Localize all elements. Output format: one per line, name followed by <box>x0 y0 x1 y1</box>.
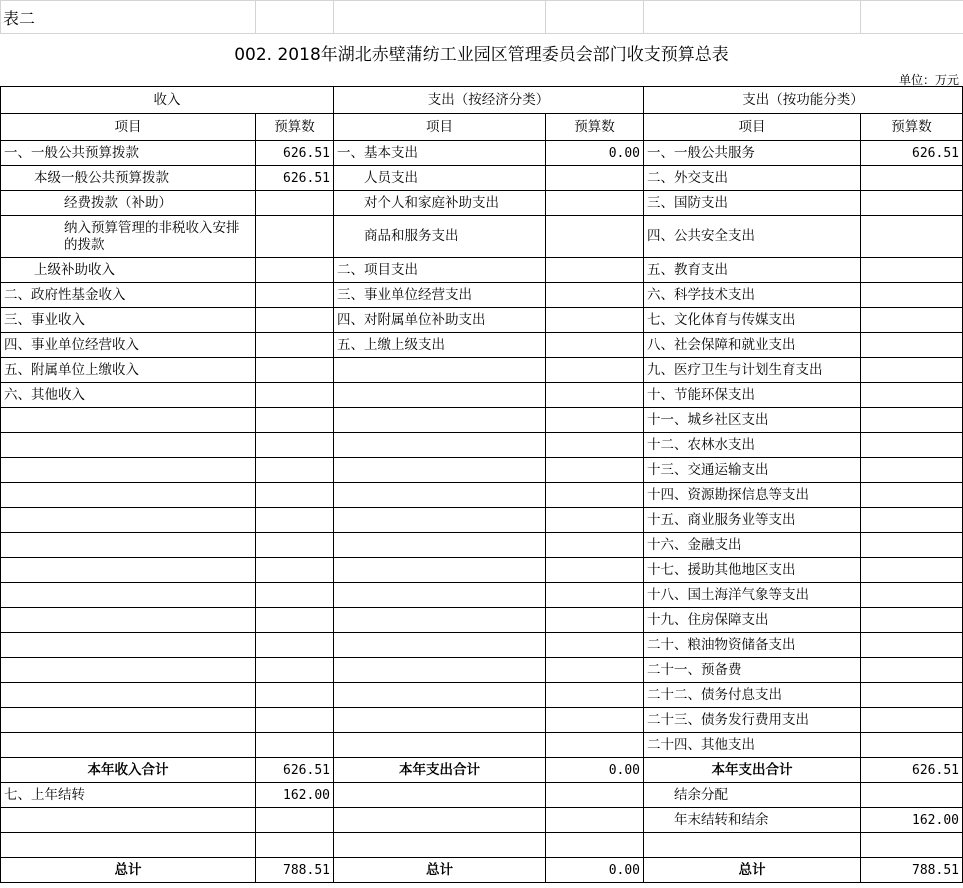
econ-amount-cell <box>546 683 644 708</box>
empty-cell <box>861 783 963 808</box>
income-item-cell <box>1 458 256 483</box>
econ-item-cell: 二、项目支出 <box>334 258 546 283</box>
income-amount-cell <box>256 558 334 583</box>
econ-amount-cell: 0.00 <box>546 141 644 166</box>
income-item-cell <box>1 608 256 633</box>
func-amount-cell <box>861 608 963 633</box>
income-item-cell <box>1 633 256 658</box>
func-grand-total-label: 总计 <box>644 858 861 883</box>
func-item-cell: 二十、粮油物资储备支出 <box>644 633 861 658</box>
func-item-cell: 五、教育支出 <box>644 258 861 283</box>
econ-item-cell <box>334 683 546 708</box>
econ-amount-cell <box>546 333 644 358</box>
income-amount-cell: 626.51 <box>256 166 334 191</box>
table-row <box>1 308 963 333</box>
table-row <box>1 483 963 508</box>
func-item-header: 项目 <box>644 114 861 141</box>
income-item-cell: 六、其他收入 <box>1 383 256 408</box>
func-item-cell: 九、医疗卫生与计划生育支出 <box>644 358 861 383</box>
page-title: 002. 2018年湖北赤壁蒲纺工业园区管理委员会部门收支预算总表 <box>234 45 729 65</box>
func-grand-total-value: 788.51 <box>861 858 963 883</box>
income-amount-cell <box>256 358 334 383</box>
func-amount-cell <box>861 308 963 333</box>
income-amount-cell <box>256 458 334 483</box>
empty-cell <box>546 808 644 833</box>
func-total-value: 626.51 <box>861 758 963 783</box>
income-amount-cell <box>256 583 334 608</box>
income-amount-cell <box>256 408 334 433</box>
income-amount-cell: 626.51 <box>256 141 334 166</box>
econ-item-header: 项目 <box>334 114 546 141</box>
income-item-cell <box>1 708 256 733</box>
income-amount-cell <box>256 308 334 333</box>
func-item-cell: 二十三、债务发行费用支出 <box>644 708 861 733</box>
table-row <box>1 358 963 383</box>
econ-item-cell <box>334 658 546 683</box>
econ-amount-cell <box>546 483 644 508</box>
func-amount-cell <box>861 333 963 358</box>
income-amount-cell <box>256 633 334 658</box>
econ-amount-cell <box>546 191 644 216</box>
econ-amount-cell <box>546 458 644 483</box>
sheet-tag: 表二 <box>3 9 36 28</box>
empty-cell <box>1 808 256 833</box>
econ-amount-cell <box>546 533 644 558</box>
econ-item-cell: 一、基本支出 <box>334 141 546 166</box>
income-item-cell: 纳入预算管理的非税收入安排的拨款 <box>1 216 256 258</box>
table-row <box>1 508 963 533</box>
econ-item-cell <box>334 558 546 583</box>
func-amount-cell <box>861 383 963 408</box>
func-amount-cell <box>861 433 963 458</box>
empty-cell <box>1 833 256 858</box>
empty-cell <box>546 783 644 808</box>
income-item-cell <box>1 733 256 758</box>
econ-amount-cell <box>546 558 644 583</box>
func-item-cell: 十二、农林水支出 <box>644 433 861 458</box>
income-item-cell <box>1 508 256 533</box>
func-item-cell: 一、一般公共服务 <box>644 141 861 166</box>
econ-amount-cell <box>546 708 644 733</box>
func-amount-cell <box>861 216 963 258</box>
table-row <box>1 191 963 216</box>
income-item-cell <box>1 658 256 683</box>
table-row <box>1 258 963 283</box>
table-row <box>1 658 963 683</box>
table-row <box>1 633 963 658</box>
func-total-label: 本年支出合计 <box>644 758 861 783</box>
income-amount-cell <box>256 683 334 708</box>
income-item-cell: 本级一般公共预算拨款 <box>1 166 256 191</box>
func-item-cell: 七、文化体育与传媒支出 <box>644 308 861 333</box>
column-header-row <box>1 114 963 141</box>
income-item-cell <box>1 558 256 583</box>
func-amount-cell <box>861 683 963 708</box>
econ-grand-total-label: 总计 <box>334 858 546 883</box>
econ-total-value: 0.00 <box>546 758 644 783</box>
econ-total-label: 本年支出合计 <box>334 758 546 783</box>
func-item-cell: 六、科学技术支出 <box>644 283 861 308</box>
func-amount-cell <box>861 408 963 433</box>
econ-item-cell <box>334 433 546 458</box>
func-item-cell: 二、外交支出 <box>644 166 861 191</box>
income-item-cell: 五、附属单位上缴收入 <box>1 358 256 383</box>
empty-cell <box>256 833 334 858</box>
table-row <box>1 608 963 633</box>
func-amount-cell <box>861 483 963 508</box>
econ-amount-cell <box>546 508 644 533</box>
func-item-cell: 二十二、债务付息支出 <box>644 683 861 708</box>
income-item-cell <box>1 583 256 608</box>
table-row <box>1 408 963 433</box>
unit-label: 单位：万元 <box>898 73 959 87</box>
econ-grand-total-value: 0.00 <box>546 858 644 883</box>
spacer-row <box>1 833 963 858</box>
econ-item-cell <box>334 708 546 733</box>
econ-item-cell <box>334 508 546 533</box>
income-amount-cell <box>256 658 334 683</box>
income-total-value: 626.51 <box>256 758 334 783</box>
func-amount-cell <box>861 508 963 533</box>
income-amount-cell <box>256 733 334 758</box>
year-end-row <box>1 808 963 833</box>
func-amount-cell <box>861 733 963 758</box>
econ-item-cell: 四、对附属单位补助支出 <box>334 308 546 333</box>
table-row <box>1 216 963 258</box>
income-amount-cell <box>256 258 334 283</box>
income-grand-total-label: 总计 <box>1 858 256 883</box>
income-grand-total-value: 788.51 <box>256 858 334 883</box>
econ-item-cell <box>334 408 546 433</box>
econ-item-cell <box>334 633 546 658</box>
income-item-cell: 二、政府性基金收入 <box>1 283 256 308</box>
func-item-cell: 十五、商业服务业等支出 <box>644 508 861 533</box>
func-amount-cell <box>861 258 963 283</box>
econ-item-cell <box>334 383 546 408</box>
carry-over-value: 162.00 <box>256 783 334 808</box>
func-item-cell: 二十四、其他支出 <box>644 733 861 758</box>
table-row <box>1 283 963 308</box>
carry-over-label: 七、上年结转 <box>1 783 256 808</box>
econ-amount-cell <box>546 633 644 658</box>
year-total-row <box>1 758 963 783</box>
year-end-balance-label: 年末结转和结余 <box>644 808 861 833</box>
func-item-cell: 八、社会保障和就业支出 <box>644 333 861 358</box>
expense-econ-group-header: 支出（按经济分类） <box>334 87 644 114</box>
income-item-cell <box>1 483 256 508</box>
func-amount-cell <box>861 583 963 608</box>
budget-summary-table <box>0 86 963 883</box>
income-item-cell: 四、事业单位经营收入 <box>1 333 256 358</box>
table-row <box>1 583 963 608</box>
econ-amount-cell <box>546 658 644 683</box>
econ-amount-cell <box>546 308 644 333</box>
income-item-cell <box>1 683 256 708</box>
sheet-top-gridlines <box>0 0 963 34</box>
table-row <box>1 458 963 483</box>
func-item-cell: 十一、城乡社区支出 <box>644 408 861 433</box>
income-item-cell <box>1 408 256 433</box>
econ-item-cell <box>334 358 546 383</box>
func-item-cell: 三、国防支出 <box>644 191 861 216</box>
income-item-header: 项目 <box>1 114 256 141</box>
income-item-cell <box>1 533 256 558</box>
econ-amount-cell <box>546 608 644 633</box>
income-amount-cell <box>256 383 334 408</box>
func-amount-cell <box>861 358 963 383</box>
empty-cell <box>546 833 644 858</box>
econ-item-cell <box>334 733 546 758</box>
func-amount-cell <box>861 708 963 733</box>
econ-item-cell <box>334 483 546 508</box>
func-amount-cell <box>861 191 963 216</box>
income-amount-header: 预算数 <box>256 114 334 141</box>
func-item-cell: 十四、资源勘探信息等支出 <box>644 483 861 508</box>
group-header-row <box>1 87 963 114</box>
empty-cell <box>334 808 546 833</box>
income-item-cell: 一、一般公共预算拨款 <box>1 141 256 166</box>
econ-amount-cell <box>546 408 644 433</box>
table-row <box>1 733 963 758</box>
func-item-cell: 十三、交通运输支出 <box>644 458 861 483</box>
econ-amount-cell <box>546 583 644 608</box>
income-amount-cell <box>256 608 334 633</box>
income-amount-cell <box>256 533 334 558</box>
econ-item-cell: 人员支出 <box>334 166 546 191</box>
income-amount-cell <box>256 483 334 508</box>
table-row <box>1 166 963 191</box>
econ-item-cell: 三、事业单位经营支出 <box>334 283 546 308</box>
income-group-header: 收入 <box>1 87 334 114</box>
econ-amount-cell <box>546 258 644 283</box>
func-amount-cell <box>861 558 963 583</box>
income-amount-cell <box>256 283 334 308</box>
income-amount-cell <box>256 433 334 458</box>
func-amount-cell <box>861 533 963 558</box>
income-item-cell <box>1 433 256 458</box>
econ-item-cell <box>334 583 546 608</box>
carry-over-row <box>1 783 963 808</box>
func-item-cell: 二十一、预备费 <box>644 658 861 683</box>
func-item-cell: 十六、金融支出 <box>644 533 861 558</box>
func-item-cell: 四、公共安全支出 <box>644 216 861 258</box>
surplus-distribution-label: 结余分配 <box>644 783 861 808</box>
empty-cell <box>334 783 546 808</box>
func-amount-cell <box>861 166 963 191</box>
econ-item-cell: 商品和服务支出 <box>334 216 546 258</box>
table-row <box>1 533 963 558</box>
table-row <box>1 433 963 458</box>
func-amount-cell <box>861 283 963 308</box>
table-row <box>1 708 963 733</box>
func-item-cell: 十九、住房保障支出 <box>644 608 861 633</box>
empty-cell <box>861 833 963 858</box>
income-amount-cell <box>256 333 334 358</box>
income-item-cell: 上级补助收入 <box>1 258 256 283</box>
econ-item-cell <box>334 608 546 633</box>
econ-amount-cell <box>546 358 644 383</box>
econ-amount-cell <box>546 216 644 258</box>
year-end-balance-value: 162.00 <box>861 808 963 833</box>
func-amount-cell <box>861 658 963 683</box>
func-item-cell: 十七、援助其他地区支出 <box>644 558 861 583</box>
func-amount-header: 预算数 <box>861 114 963 141</box>
table-row <box>1 683 963 708</box>
income-amount-cell <box>256 191 334 216</box>
income-total-label: 本年收入合计 <box>1 758 256 783</box>
expense-func-group-header: 支出（按功能分类） <box>644 87 963 114</box>
empty-cell <box>644 833 861 858</box>
table-row <box>1 558 963 583</box>
econ-item-cell: 对个人和家庭补助支出 <box>334 191 546 216</box>
econ-amount-cell <box>546 383 644 408</box>
income-amount-cell <box>256 708 334 733</box>
empty-cell <box>334 833 546 858</box>
income-item-cell: 三、事业收入 <box>1 308 256 333</box>
econ-amount-header: 预算数 <box>546 114 644 141</box>
econ-amount-cell <box>546 283 644 308</box>
table-row <box>1 141 963 166</box>
econ-item-cell <box>334 458 546 483</box>
income-item-cell: 经费拨款（补助） <box>1 191 256 216</box>
income-amount-cell <box>256 216 334 258</box>
func-item-cell: 十、节能环保支出 <box>644 383 861 408</box>
table-row <box>1 383 963 408</box>
func-item-cell: 十八、国土海洋气象等支出 <box>644 583 861 608</box>
income-amount-cell <box>256 508 334 533</box>
grand-total-row <box>1 858 963 883</box>
func-amount-cell <box>861 633 963 658</box>
econ-item-cell <box>334 533 546 558</box>
econ-amount-cell <box>546 166 644 191</box>
table-row <box>1 333 963 358</box>
func-amount-cell: 626.51 <box>861 141 963 166</box>
empty-cell <box>256 808 334 833</box>
econ-item-cell: 五、上缴上级支出 <box>334 333 546 358</box>
econ-amount-cell <box>546 433 644 458</box>
econ-amount-cell <box>546 733 644 758</box>
func-amount-cell <box>861 458 963 483</box>
